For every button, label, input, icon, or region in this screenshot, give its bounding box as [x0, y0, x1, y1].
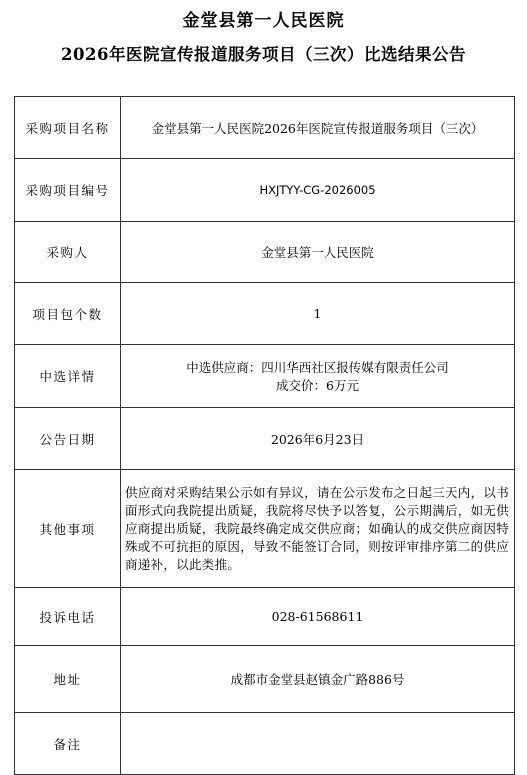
- project-name-value: 金堂县第一人民医院2026年医院宣传报道服务项目（三次）: [121, 97, 515, 159]
- other-matters-value: 供应商对采购结果公示如有异议，请在公示发布之日起三天内，以书面形式向我院提出质疑，我院将尽快予以答复，公示期满后，如无供应商提出质疑，我院最终确定成交供应商；如确认的成交供应商因特殊或不可抗拒的原因，导致不能签订合同，则按评审排序第二的供应商递补，以此类推。: [121, 470, 515, 588]
- other-matters-label: 其他事项: [15, 470, 121, 588]
- project-name-label: 采购项目名称: [15, 97, 121, 159]
- project-number-label: 采购项目编号: [15, 159, 121, 222]
- table-row-complaint-phone: [15, 588, 515, 646]
- purchaser-value: 金堂县第一人民医院: [121, 222, 515, 283]
- complaint-phone-value: 028-61568611: [121, 588, 515, 646]
- remarks-label: 备注: [15, 713, 121, 775]
- table-row-announcement-date: [15, 408, 515, 470]
- selected-supplier: 中选供应商：四川华西社区报传媒有限责任公司: [186, 360, 449, 375]
- project-number-value: HXJTYY-CG-2026005: [121, 159, 515, 222]
- address-value: 成都市金堂县赵镇金广路886号: [121, 646, 515, 713]
- package-count-label: 项目包个数: [15, 283, 121, 345]
- table-row-package-count: [15, 283, 515, 345]
- announcement-date-value: 2026年6月23日: [121, 408, 515, 470]
- announcement-table: [14, 96, 515, 775]
- complaint-phone-label: 投诉电话: [15, 588, 121, 646]
- announcement-title-line1: 金堂县第一人民医院: [182, 11, 345, 31]
- table-row-selection-details: [15, 345, 515, 408]
- table-row-address: [15, 646, 515, 713]
- table-row-other-matters: [15, 470, 515, 588]
- purchaser-label: 采购人: [15, 222, 121, 283]
- table-row-purchaser: [15, 222, 515, 283]
- announcement-date-label: 公告日期: [15, 408, 121, 470]
- announcement-title-line2: 2026年医院宣传报道服务项目（三次）比选结果公告: [61, 45, 466, 64]
- table-row-remarks: [15, 713, 515, 775]
- selection-details-label: 中选详情: [15, 345, 121, 408]
- remarks-value: [121, 713, 515, 775]
- transaction-price: 成交价：6万元: [276, 378, 359, 393]
- table-row-project-name: [15, 97, 515, 159]
- address-label: 地址: [15, 646, 121, 713]
- package-count-value: 1: [121, 283, 515, 345]
- selection-details-value: [121, 345, 515, 408]
- table-row-project-number: [15, 159, 515, 222]
